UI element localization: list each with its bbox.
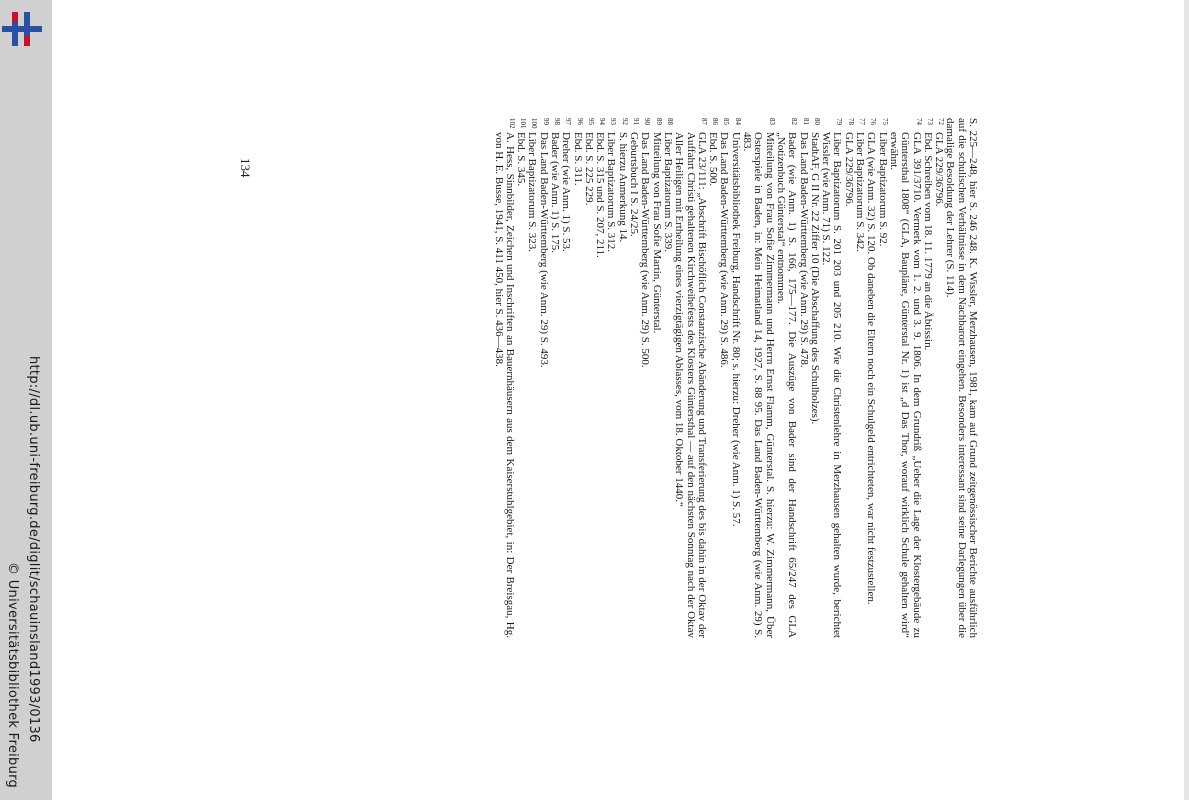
footnote-number: 82: [790, 118, 799, 125]
footnote-number: 99: [541, 118, 550, 125]
footnote-number: 73: [925, 118, 934, 125]
footnote-number: 79: [835, 118, 844, 125]
footnote-number: 87: [699, 118, 708, 125]
footnote-number: 75: [880, 118, 889, 125]
footnote-text: Geburtsbuch I S. 24/25.: [628, 132, 641, 237]
footnote-number: 90: [643, 118, 652, 125]
footnote-text: GLA 391/3710. Vermerk vom 1. 2. und 3. 9. 1806. In dem Grundriß „Ueber die Lage der Klostergebäude zu Güntersthal 1808“ (GLA, Baupläne, Günterstal Nr. 1) ist „d Das Thor, worauf wirklich Schule gehalten wird“ erwähnt.: [887, 132, 923, 638]
footnote-number: 89: [654, 118, 663, 125]
footnote-text: Mitteilung von Frau Sofie Martin, Günterstal.: [650, 132, 663, 334]
footnote-number: 83: [767, 118, 776, 125]
footnote-number: 78: [846, 118, 855, 125]
footnote-continuation: S. 225—248, hier S. 246 248. K. Wissler, Merzhausen, 1981, kam auf Grund zeitgenössischer Berichte ausführlich auf die schulischen Verhältnisse in dem Nachbarort eingehen. Besonders interessant sind seine Darlegungen über die damalige Besoldung der Lehrer (S. 114).: [944, 118, 979, 638]
footnote: [673, 118, 707, 638]
library-logo-icon: [0, 8, 44, 50]
footnote-number: 85: [722, 118, 731, 125]
footnote-number: 100: [530, 118, 539, 129]
footnote-number: 91: [632, 118, 641, 125]
footnote: [583, 118, 594, 638]
footnote-text: Bader (wie Anm. 1) S. 166, 175—177. Die Auszüge von Bader sind der Handschrift 65/247 des GLA „Notizenbuch Günterstal“ entnommen.: [774, 132, 799, 638]
footnote: [741, 118, 775, 638]
footnote-number: 88: [665, 118, 674, 125]
footnote-text: Universitätsbibliothek Freiburg, Handschrift Nr. 80; s. hierzu: Dreher (wie Anm. 1) S. 57.: [729, 132, 742, 527]
footnote: [865, 118, 876, 638]
footnote-number: 81: [801, 118, 810, 125]
footnote-text: S. hierzu Anmerkung 14.: [616, 132, 629, 243]
footnote: [662, 118, 673, 638]
source-url-link[interactable]: http://dl.ub.uni-freiburg.de/diglit/schauinsland1993/0136: [26, 356, 41, 743]
footnote-text: Das Land Baden-Württemberg (wie Anm. 29) S. 500.: [639, 132, 652, 368]
footnote: [876, 118, 887, 638]
copyright-notice: © Universitätsbibliothek Freiburg: [5, 562, 20, 789]
footnote-text: GLA 229/36796.: [933, 132, 946, 207]
footnote-text: Liber Baptizatorum S. 323.: [526, 132, 539, 253]
footnote-text: A. Hess, Sinnbilder, Zeichen und Inschriften an Bauernhäusern aus dem Kaiserstuhlgebiet, in: Der Breisgau, Hg. von H. E. Busse, 1941, S. 411 450, hier S. 436—438.: [492, 132, 516, 638]
footnote-number: 72: [937, 118, 946, 125]
footnote: [526, 118, 537, 638]
footnote-text: StadtAF, G II Nr. 22 Ziffer 10 (Die Abschaffung des Schulholzes).: [808, 132, 821, 425]
page-number: 134: [238, 158, 253, 178]
footnote: [820, 118, 843, 638]
page-edge: [1184, 0, 1189, 800]
footnote-number: 102: [507, 118, 516, 129]
footnote: [605, 118, 616, 638]
footnote: [549, 118, 560, 638]
footnote-text: Liber Baptizatorum S. 312.: [605, 132, 618, 253]
footnote-number: 74: [914, 118, 923, 125]
footnote-number: 98: [553, 118, 562, 125]
footnote-number: 77: [858, 118, 867, 125]
footnote: [515, 118, 526, 638]
footnote-number: 95: [586, 118, 595, 125]
footnote: [809, 118, 820, 638]
footnote-text: Liber Baptizatorum S. 201 203 und 205 210. Wie die Christenlehre in Merzhausen gehalten wurde, berichtet Wissler (wie Anm. 71) S. 122.: [820, 132, 844, 638]
footnote-text: GLA 23/111: „Abschrift Bischöflich Constanzische Abänderung und Transferierung des bis dahin in der Oktav der Auffahrt Christi gehaltenen Kirchweihefests des Klosters Güntersthal — auf den nächsten Sonntag nach der Oktav Aller Heiligen mit Ertheilung eines vierzigtägigen Ablasses, vom 18. Oktober 1440.“: [673, 132, 708, 638]
footnote-text: Das Land Baden-Württemberg (wie Anm. 29) S. 486.: [718, 132, 731, 368]
footnote-text: Ebd. S. 315 und S. 207, 211.: [594, 132, 607, 258]
footnote-text: Liber Baptizatorum S. 339.: [661, 132, 674, 253]
footnote-text: Ebd. S. 500.: [707, 132, 720, 187]
footnote: [888, 118, 922, 638]
footnote: [617, 118, 628, 638]
footnote-number: 96: [575, 118, 584, 125]
footnote: [854, 118, 865, 638]
footnote: [560, 118, 571, 638]
footnote: [628, 118, 639, 638]
footnote-number: 84: [733, 118, 742, 125]
footnote-number: 76: [869, 118, 878, 125]
footnote: [775, 118, 798, 638]
footnote-number: 93: [609, 118, 618, 125]
footnote: [537, 118, 548, 638]
footnote: [707, 118, 718, 638]
footnote-number: 86: [711, 118, 720, 125]
footnote-text: Liber Baptizatorum S. 342.: [854, 132, 867, 253]
footnote-text: Mitteilung von Frau Sofie Zimmermann und Herrn Ernst Flamm, Günterstal. S. hierzu: W. Zimmermann, Über Osterspiele in Baden, in: Mein Heimatland 14, 1927, S. 88 95. Das Land Baden-Württemberg (wie Anm. 29) S. 483.: [741, 132, 776, 638]
footnote-text: Ebd. Schreiben vom 18. 11. 1779 an die Äbtissin.: [921, 132, 934, 351]
footnote-text: Ebd. S. 225 229.: [582, 132, 595, 206]
footnote: [571, 118, 582, 638]
footnote-text: GLA (wie Anm. 32) S. 120. Ob daneben die Eltern noch ein Schulgeld entrichteten, war nicht festzustellen.: [865, 132, 878, 605]
footnote: [729, 118, 740, 638]
footnote-number: 80: [812, 118, 821, 125]
footnote: [842, 118, 853, 638]
footnote-number: 92: [620, 118, 629, 125]
footnote-number: 94: [598, 118, 607, 125]
footnote-number: 101: [519, 118, 528, 129]
footnote: [797, 118, 808, 638]
footnote: [718, 118, 729, 638]
footnotes-block: [492, 118, 978, 638]
footnote: [639, 118, 650, 638]
footnote: [650, 118, 661, 638]
viewer-sidebar: [0, 0, 52, 800]
footnote-text: Ebd. S. 311.: [571, 132, 584, 186]
footnote-text: Ebd. S. 345.: [515, 132, 528, 187]
footnote: [594, 118, 605, 638]
footnote-text: Liber Baptizatorum S. 92.: [876, 132, 889, 247]
footnote-text: Bader (wie Anm. 1) S. 175.: [549, 132, 562, 253]
footnote-number: 97: [564, 118, 573, 125]
footnote: [492, 118, 515, 638]
footnote: [922, 118, 933, 638]
footnote: [933, 118, 944, 638]
footnote-text: Das Land Baden-Württemberg (wie Anm. 29) S. 478.: [797, 132, 810, 368]
footnote-text: Das Land Baden-Württemberg (wie Anm. 29) S. 493.: [537, 132, 550, 368]
footnote-text: Dreher (wie Anm. 1) S. 53.: [560, 132, 573, 252]
footnote-text: GLA 229/36796.: [842, 132, 855, 207]
footnote-list: [492, 118, 944, 638]
